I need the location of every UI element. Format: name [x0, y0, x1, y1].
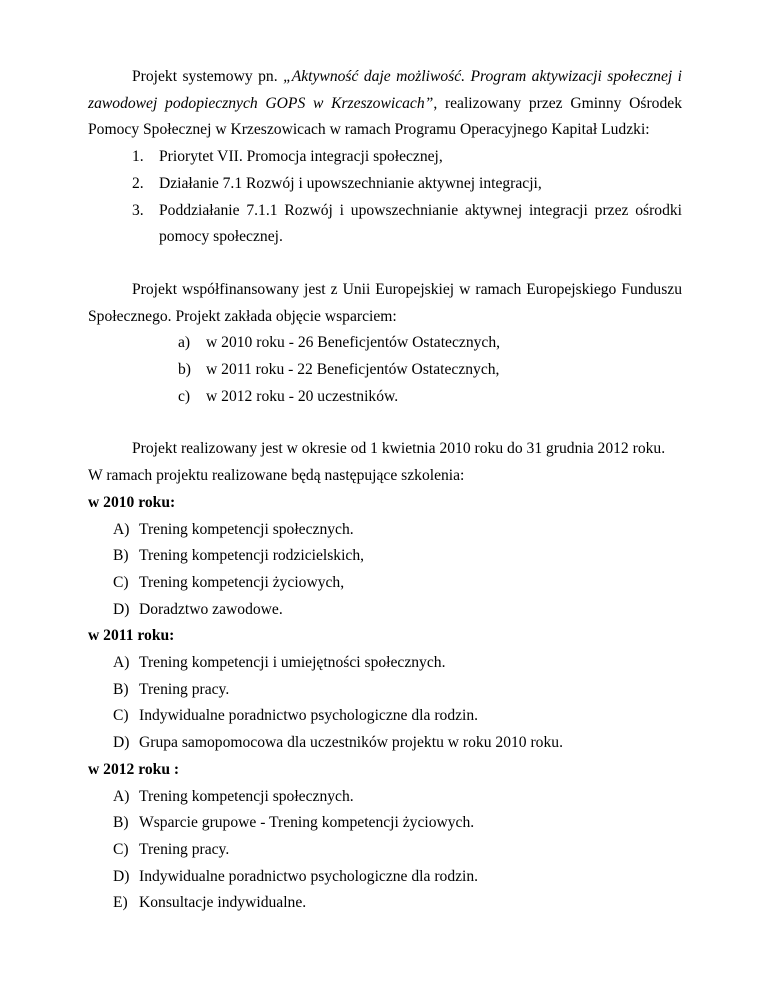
intro-paragraph: [88, 64, 682, 144]
program-structure-list: [88, 144, 682, 251]
list-item-text: Indywidualne poradnictwo psychologiczne dla rodzin.: [139, 707, 479, 725]
list-item: [88, 517, 682, 544]
list-marker: 1.: [132, 148, 144, 166]
list-item: [88, 784, 682, 811]
list-marker: b): [178, 361, 191, 379]
list-item-text: w 2011 roku - 22 Beneficjentów Ostatecznych,: [206, 361, 500, 379]
list-item-text: Konsultacje indywidualne.: [139, 894, 307, 912]
support-list: [88, 330, 682, 410]
year-heading: w 2010 roku:: [88, 493, 176, 511]
list-marker: 3.: [132, 201, 144, 219]
list-marker: a): [178, 334, 191, 352]
list-marker: C): [113, 840, 129, 858]
list-marker: D): [113, 867, 130, 885]
list-marker: C): [113, 707, 129, 725]
list-item: [88, 677, 682, 704]
list-item: [88, 650, 682, 677]
trainings-list-2011: [88, 650, 682, 757]
list-item-text: Wsparcie grupowe - Trening kompetencji życiowych.: [139, 814, 475, 832]
list-item: [88, 198, 682, 251]
list-item-text: Doradztwo zawodowe.: [139, 600, 283, 618]
list-marker: B): [113, 547, 129, 565]
list-item: [88, 810, 682, 837]
list-item-text: Trening kompetencji życiowych,: [139, 573, 345, 591]
list-item-text: Trening kompetencji rodzicielskich,: [139, 547, 365, 565]
list-item-text: Trening kompetencji i umiejętności społecznych.: [139, 654, 446, 672]
list-item-text: Trening pracy.: [139, 680, 230, 698]
list-marker: C): [113, 573, 129, 591]
list-marker: A): [113, 654, 130, 672]
list-item-text: Działanie 7.1 Rozwój i upowszechnianie aktywnej integracji,: [159, 174, 542, 192]
list-item: [88, 890, 682, 917]
trainings-list-2010: [88, 517, 682, 624]
list-item: [88, 171, 682, 198]
year-heading: w 2012 roku :: [88, 760, 180, 778]
list-item-text: Priorytet VII. Promocja integracji społecznej,: [159, 148, 443, 166]
list-item: [88, 330, 682, 357]
list-item-text: Trening kompetencji społecznych.: [139, 520, 354, 538]
list-marker: B): [113, 814, 129, 832]
list-item: [88, 864, 682, 891]
list-item: [88, 570, 682, 597]
list-marker: c): [178, 387, 191, 405]
list-item-text: Grupa samopomocowa dla uczestników projektu w roku 2010 roku.: [139, 734, 563, 752]
spacer: [88, 410, 682, 436]
list-item-text: w 2010 roku - 26 Beneficjentów Ostatecznych,: [206, 334, 501, 352]
list-marker: E): [113, 894, 128, 912]
intro-lead: Projekt systemowy pn.: [132, 68, 284, 85]
list-item-text: Trening kompetencji społecznych.: [139, 787, 354, 805]
list-marker: 2.: [132, 174, 144, 192]
intro-tail: , realizowany przez Gminny Ośrodek Pomocy Społecznej w Krzeszowicach w ramach Programu Operacyjnego Kapitał Ludzki:: [88, 94, 682, 139]
list-item: [88, 384, 682, 411]
project-title: „Aktywność daje możliwość. Program aktywizacji społecznej i zawodowej podopiecznych GOPS w Krzeszowicach”: [88, 68, 683, 112]
list-marker: D): [113, 600, 130, 618]
list-item-text: w 2012 roku - 20 uczestników.: [206, 387, 399, 405]
list-marker: D): [113, 734, 130, 752]
list-item-text: Indywidualne poradnictwo psychologiczne dla rodzin.: [139, 867, 479, 885]
list-item: [88, 357, 682, 384]
list-item: [88, 543, 682, 570]
list-item: [88, 144, 682, 171]
list-item: [88, 730, 682, 757]
list-item: [88, 703, 682, 730]
list-marker: A): [113, 520, 130, 538]
spacer: [88, 251, 682, 277]
financing-paragraph: Projekt współfinansowany jest z Unii Europejskiej w ramach Europejskiego Funduszu Społecznego. Projekt zakłada objęcie wsparciem:: [88, 280, 682, 325]
trainings-intro: W ramach projektu realizowane będą następujące szkolenia:: [88, 467, 465, 485]
year-heading: w 2011 roku:: [88, 627, 175, 645]
list-marker: B): [113, 680, 129, 698]
period-paragraph: Projekt realizowany jest w okresie od 1 kwietnia 2010 roku do 31 grudnia 2012 roku.: [132, 440, 666, 458]
document-page: [88, 64, 682, 917]
list-item: [88, 837, 682, 864]
list-marker: A): [113, 787, 130, 805]
list-item-text: Poddziałanie 7.1.1 Rozwój i upowszechnianie aktywnej integracji przez ośrodki pomocy społecznej.: [159, 201, 682, 246]
list-item: [88, 597, 682, 624]
trainings-list-2012: [88, 784, 682, 918]
list-item-text: Trening pracy.: [139, 840, 230, 858]
